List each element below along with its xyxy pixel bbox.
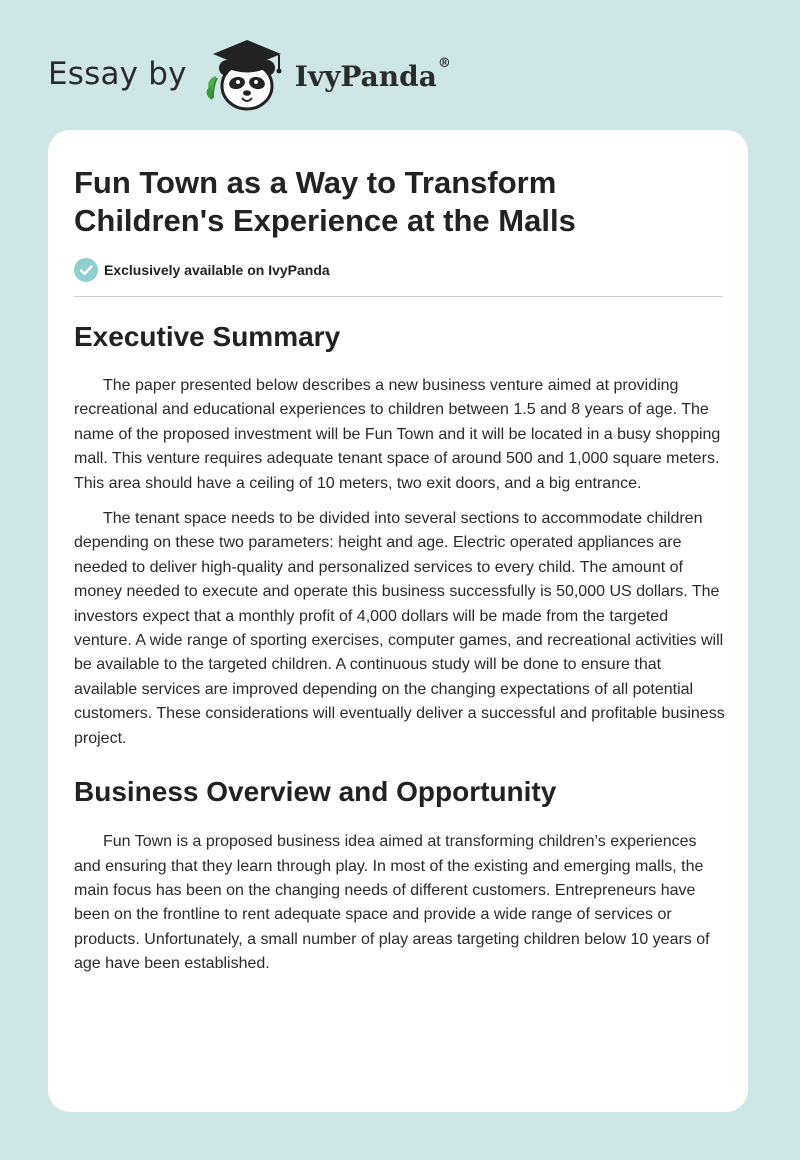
- essay-card: [48, 130, 748, 1112]
- paragraph: The paper presented below describes a new business venture aimed at providing recreational and educational experiences to children between 1.5 and 8 years of age. The name of the proposed investment will be Fun Town and it will be located in a busy shopping mall. This venture requires adequate tenant space of around 500 and 1,000 square meters. This area should have a ceiling of 10 meters, two exit doors, and a big entrance.: [74, 377, 721, 492]
- brand-prefix: Essay by: [48, 56, 187, 92]
- essay-content: [74, 164, 726, 977]
- brand-header: [48, 34, 451, 114]
- title-line-2: Children's Experience at the Malls: [74, 203, 576, 238]
- panda-graduate-icon: [201, 34, 293, 114]
- brand-name: IvyPanda®: [294, 55, 451, 93]
- section-heading-business-overview: Business Overview and Opportunity: [74, 776, 557, 808]
- section-heading-executive-summary: Executive Summary: [74, 321, 341, 352]
- exclusive-badge-text: Exclusively available on IvyPanda: [104, 262, 330, 278]
- essay-title: [74, 164, 726, 240]
- title-line-1: Fun Town as a Way to Transform: [74, 165, 557, 200]
- paragraph: The tenant space needs to be divided into several sections to accommodate children depending on these two parameters: height and age. Electric operated appliances are needed to deliver high-quality and personalized services to every child. The amount of money needed to execute and operate this business successfully is 50,000 US dollars. The investors expect that a monthly profit of 4,000 dollars will be made from the targeted venture. A wide range of sporting exercises, computer games, and recreational activities will be available to the targeted children. A continuous study will be done to ensure that available services are improved depending on the changing expectations of all potential customers. These considerations will eventually deliver a successful and profitable business project.: [74, 510, 725, 747]
- paragraph: Fun Town is a proposed business idea aimed at transforming children’s experiences and ensuring that they learn through play. In most of the existing and emerging malls, the main focus has been on the changing needs of different customers. Entrepreneurs have been on the frontline to rent adequate space and provide a wide range of services or products. Unfortunately, a small number of play areas targeting children below 10 years of age have been established.: [74, 833, 710, 973]
- title-divider: [74, 296, 723, 297]
- registered-mark: ®: [437, 55, 451, 71]
- exclusive-badge: [74, 258, 726, 282]
- check-circle-icon: [74, 258, 98, 282]
